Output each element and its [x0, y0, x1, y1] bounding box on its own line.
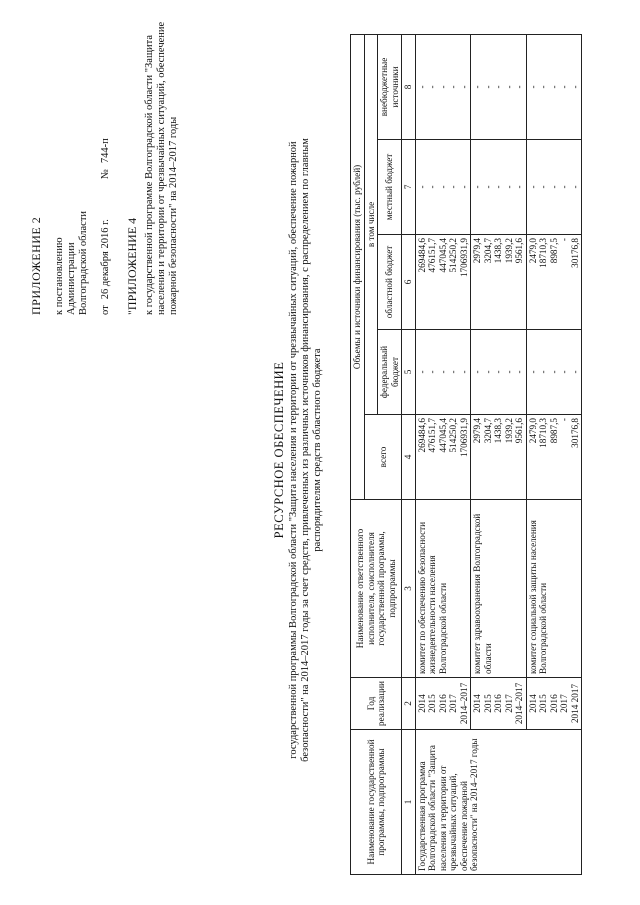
regional-cell: 269484,6 476151,7 447045,4 514250,2 1706931,9 — [415, 235, 471, 330]
table-row — [415, 34, 471, 874]
federal-cell: - - - - - — [415, 330, 471, 415]
number-sign: № — [100, 169, 111, 180]
total-cell: 269484,6 476151,7 447045,4 514250,2 1706931,9 — [415, 415, 471, 500]
col-extrabudget-header: внебюджетные источники — [378, 34, 402, 139]
executor-cell: комитет здравоохранения Волгоградской области — [471, 500, 527, 678]
col-regional-header: областной бюджет — [378, 235, 402, 330]
resolution-date: 26 декабря 2016 г. — [100, 219, 111, 300]
col-number: 3 — [402, 500, 416, 678]
program-name-cell: Государственная программа Волгоградской области "Защита населения и территории от чрезвычайных ситуаций, обеспечение пожарной безопасности" на 2014–2017 годы — [415, 730, 582, 875]
extrabudget-cell: - - - - - — [471, 34, 527, 139]
executor-cell: комитет по обеспечению безопасности жизнедеятельности населения Волгоградской области — [415, 500, 471, 678]
col-number: 4 — [402, 415, 416, 500]
date-number-line — [100, 15, 112, 315]
year-cell: 2014 2015 2016 2017 2014 2017 — [526, 678, 582, 730]
extrabudget-cell: - - - - - — [415, 34, 471, 139]
col-executor-header: Наименование ответственного исполнителя, соисполнителя государственной программы, подпрограммы — [351, 500, 402, 678]
header-row-1 — [351, 34, 365, 874]
col-funding-group-header: Объемы и источники финансирования (тыс. рублей) — [351, 34, 365, 499]
appendix-header — [30, 15, 180, 315]
col-number: 1 — [402, 730, 416, 875]
federal-cell: - - - - - — [471, 330, 527, 415]
column-number-row — [402, 34, 416, 874]
col-number: 5 — [402, 330, 416, 415]
document-subtitle: государственной программы Волгоградской области "Защита населения и территории от чрезвычайных ситуаций, обеспечение пожарной безопасности" на 2014–2017 годы за счет средств, привлеченных из различных источников финансирования, с распределением по главным распорядителям средств областного бюджета — [288, 138, 323, 762]
col-number: 7 — [402, 140, 416, 235]
local-cell: - - - - - — [415, 140, 471, 235]
extrabudget-cell: - - - - - — [526, 34, 582, 139]
regional-cell: 2979,4 3204,7 1438,3 1939,2 9561,6 — [471, 235, 527, 330]
col-program-header: Наименование государственной программы, подпрограммы — [351, 730, 402, 875]
resolution-number: 744-п — [100, 138, 111, 164]
administration-line: Администрации — [66, 242, 77, 315]
federal-cell: - - - - - — [526, 330, 582, 415]
col-local-header: местный бюджет — [378, 140, 402, 235]
program-reference: к государственной программе Волгоградской области "Защита населения и территории от чрезвычайных ситуаций, обеспечение пожарной безопасности" на 2014–2017 годы — [144, 21, 179, 315]
col-year-header: Год реализации — [351, 678, 402, 730]
resolution-line: к постановлению — [54, 237, 65, 315]
regional-cell: 2479,0 18710,3 8987,5 - 30176,8 — [526, 235, 582, 330]
total-cell: 2479,0 18710,3 8987,5 - 30176,8 — [526, 415, 582, 500]
date-prefix: от — [100, 305, 111, 315]
col-total-header: всего — [364, 415, 402, 500]
col-number: 6 — [402, 235, 416, 330]
col-number: 8 — [402, 34, 416, 139]
appendix-title: ПРИЛОЖЕНИЕ 2 — [29, 216, 43, 315]
year-cell: 2014 2015 2016 2017 2014–2017 — [415, 678, 471, 730]
year-cell: 2014 2015 2016 2017 2014–2017 — [471, 678, 527, 730]
resource-table — [350, 34, 582, 875]
local-cell: - - - - - — [471, 140, 527, 235]
region-line: Волгоградской области — [78, 210, 89, 315]
col-number: 2 — [402, 678, 416, 730]
col-including-header: в том числе — [364, 34, 378, 414]
executor-cell: комитет социальной защиты населения Волгоградской области — [526, 500, 582, 678]
document-title: РЕСУРСНОЕ ОБЕСПЕЧЕНИЕ — [272, 361, 286, 539]
local-cell: - - - - - — [526, 140, 582, 235]
total-cell: 2979,4 3204,7 1438,3 1939,2 9561,6 — [471, 415, 527, 500]
col-federal-header: федеральный бюджет — [378, 330, 402, 415]
appendix4-title: "ПРИЛОЖЕНИЕ 4 — [125, 217, 139, 315]
